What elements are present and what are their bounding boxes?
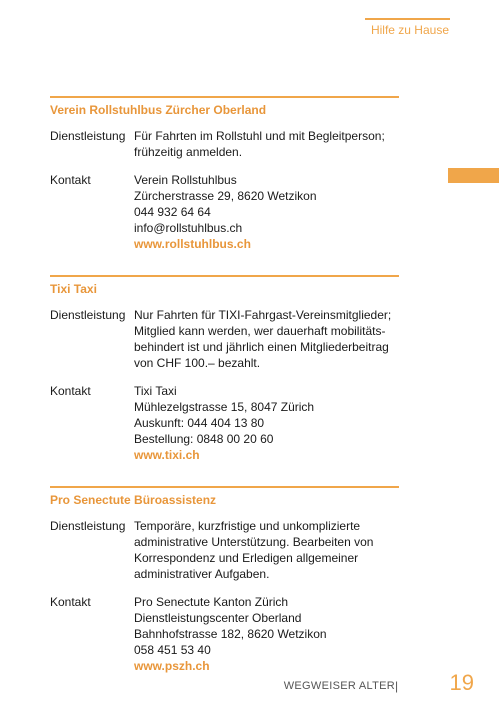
entry-rule [50, 486, 399, 488]
contact-address: Zürcherstrasse 29, 8620 Wetzikon [134, 189, 317, 203]
contact-department: Dienstleistungscenter Oberland [134, 611, 302, 625]
contact-info-phone: Auskunft: 044 404 13 80 [134, 416, 265, 430]
contact-name: Pro Senectute Kanton Zürich [134, 595, 289, 609]
website-link[interactable]: www.rollstuhlbus.ch [134, 237, 251, 251]
entry-title: Pro Senectute Büroassistenz [50, 493, 217, 507]
website-link[interactable]: www.pszh.ch [134, 659, 210, 673]
service-label: Dienstleistung [50, 129, 126, 143]
contact-row [50, 383, 399, 463]
service-line: von CHF 100.– bezahlt. [134, 356, 261, 370]
page-number: 19 [449, 670, 474, 695]
contact-address: Bahnhofstrasse 182, 8620 Wetzikon [134, 627, 327, 641]
contact-booking-phone: Bestellung: 0848 00 20 60 [134, 432, 274, 446]
contact-name: Tixi Taxi [134, 384, 177, 398]
contact-row [50, 594, 399, 674]
service-line: frühzeitig anmelden. [134, 145, 243, 159]
service-description [134, 128, 399, 160]
contact-email[interactable]: info@rollstuhlbus.ch [134, 221, 243, 235]
contact-details [134, 172, 399, 252]
website-link[interactable]: www.tixi.ch [134, 448, 200, 462]
service-line: Mitglied kann werden, wer dauerhaft mobilitäts- [134, 324, 386, 338]
footer-separator: | [395, 679, 399, 693]
service-line: Für Fahrten im Rollstuhl und mit Begleitperson; [134, 129, 385, 143]
service-line: Korrespondenz und Erledigen allgemeiner [134, 551, 359, 565]
entry-tixi-taxi [50, 275, 399, 463]
service-label: Dienstleistung [50, 308, 126, 322]
service-description [134, 307, 399, 371]
entry-rollstuhlbus [50, 96, 399, 252]
service-line: Temporäre, kurzfristige und unkomplizierte [134, 519, 361, 533]
contact-label: Kontakt [50, 173, 91, 187]
service-line: behindert ist und jährlich einen Mitgliederbeitrag [134, 340, 389, 354]
contact-phone: 058 451 53 40 [134, 643, 211, 657]
entry-title: Tixi Taxi [50, 282, 97, 296]
contact-phone: 044 932 64 64 [134, 205, 211, 219]
contact-details [134, 383, 399, 463]
contact-name: Verein Rollstuhlbus [134, 173, 237, 187]
contact-label: Kontakt [50, 384, 91, 398]
contact-details [134, 594, 399, 674]
publication-title: WEGWEISER ALTER [283, 680, 395, 692]
service-description [134, 518, 399, 582]
entry-title: Verein Rollstuhlbus Zürcher Oberland [50, 103, 267, 117]
service-row [50, 518, 399, 582]
entry-pro-senectute [50, 486, 399, 674]
entry-rule [50, 275, 399, 277]
contact-row [50, 172, 399, 252]
service-line: administrative Unterstützung. Bearbeiten von [134, 535, 374, 549]
directory-content [50, 96, 399, 697]
header-rule [365, 18, 450, 20]
entry-rule [50, 96, 399, 98]
service-row [50, 307, 399, 371]
section-header: Hilfe zu Hause [370, 23, 449, 37]
side-tab-marker [448, 168, 499, 183]
contact-label: Kontakt [50, 595, 91, 609]
contact-address: Mühlezelgstrasse 15, 8047 Zürich [134, 400, 315, 414]
service-line: Nur Fahrten für TIXI-Fahrgast-Vereinsmitglieder; [134, 308, 392, 322]
service-line: administrativer Aufgaben. [134, 567, 270, 581]
service-label: Dienstleistung [50, 519, 126, 533]
service-row [50, 128, 399, 160]
